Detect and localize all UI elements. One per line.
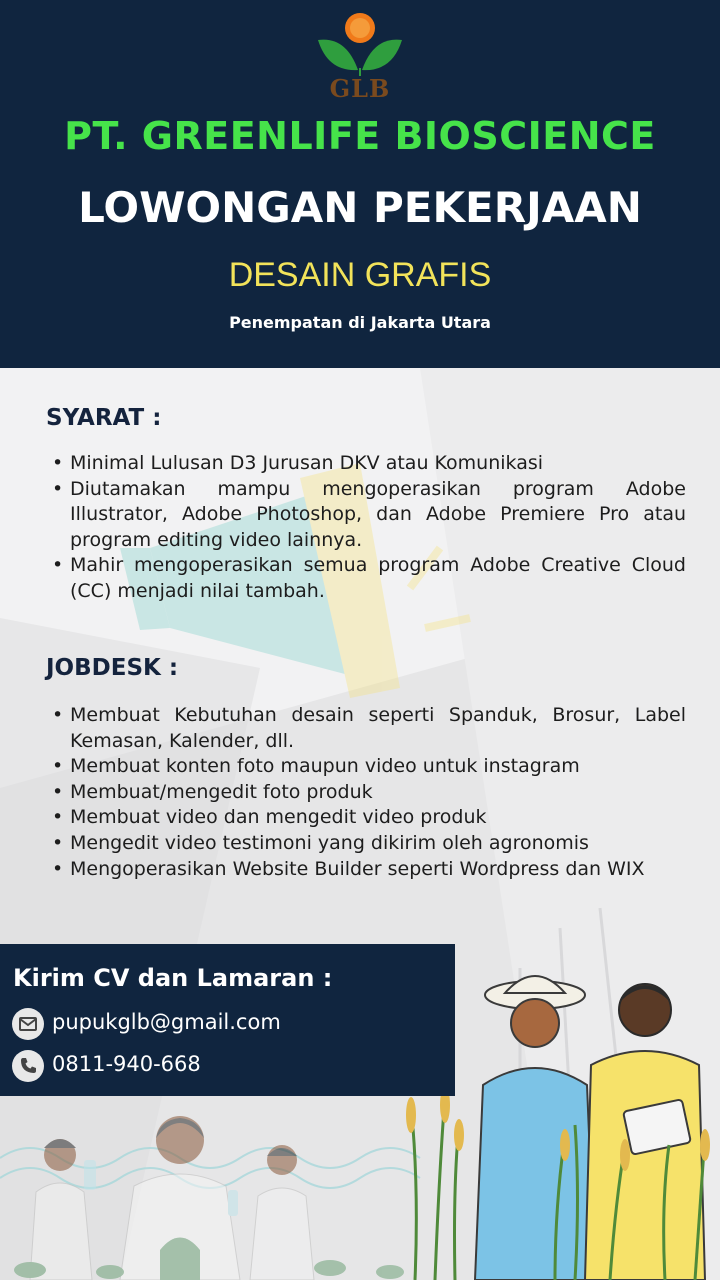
jobdesk-title: JOBDESK :	[46, 655, 179, 681]
logo-text: GLB	[329, 74, 391, 103]
list-item: • Mengedit video testimoni yang dikirim oleh agronomis	[46, 831, 686, 857]
phone-number[interactable]: 0811-940-668	[52, 1052, 201, 1076]
list-item: • Membuat/mengedit foto produk	[46, 780, 686, 806]
email-address[interactable]: pupukglb@gmail.com	[52, 1010, 281, 1034]
jobdesk-list	[46, 703, 686, 882]
list-item: • Diutamakan mampu mengoperasikan program Adobe Illustrator, Adobe Photoshop, dan Adobe Premiere Pro atau program editing video lainnya.	[46, 477, 686, 554]
list-item: • Membuat Kebutuhan desain seperti Spanduk, Brosur, Label Kemasan, Kalender, dll.	[46, 703, 686, 754]
company-name: PT. GREENLIFE BIOSCIENCE	[64, 114, 656, 158]
list-item: • Mengoperasikan Website Builder seperti Wordpress dan WIX	[46, 857, 686, 883]
lab-scientists-illustration	[0, 1100, 420, 1280]
contact-panel	[0, 944, 455, 1096]
requirements-title: SYARAT :	[46, 405, 162, 431]
header-banner	[0, 0, 720, 368]
list-item: • Membuat konten foto maupun video untuk instagram	[46, 754, 686, 780]
envelope-icon	[12, 1008, 44, 1040]
phone-icon	[12, 1050, 44, 1082]
list-item: • Membuat video dan mengedit video produk	[46, 805, 686, 831]
job-position: DESAIN GRAFIS	[228, 256, 492, 294]
requirements-list	[46, 451, 686, 605]
placement-location: Penempatan di Jakarta Utara	[229, 313, 491, 332]
contact-title: Kirim CV dan Lamaran :	[13, 964, 333, 992]
page-title: LOWONGAN PEKERJAAN	[78, 183, 642, 232]
list-item: • Minimal Lulusan D3 Jurusan DKV atau Komunikasi	[46, 451, 686, 477]
list-item: • Mahir mengoperasikan semua program Adobe Creative Cloud (CC) menjadi nilai tambah.	[46, 553, 686, 604]
